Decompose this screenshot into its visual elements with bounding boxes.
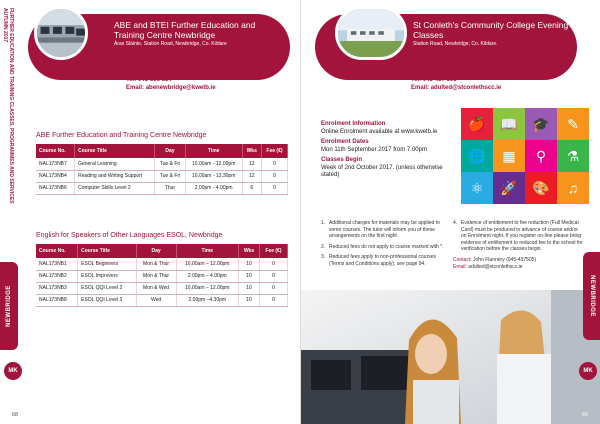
table-cell: ESOL QQI Level 2 xyxy=(78,282,136,294)
email-value[interactable]: adulted@stconlethscc.ie xyxy=(468,263,523,270)
enrol-dates-label: Enrolment Dates xyxy=(321,139,369,145)
table-cell: Mon & Wed xyxy=(136,282,176,294)
table-row xyxy=(36,270,288,282)
table-cell: Mon & Thur xyxy=(136,270,176,282)
table-cell: 10.00am – 12.00pm xyxy=(176,282,238,294)
coordinator-label: Co-ordinator: xyxy=(126,69,165,75)
column-header: Wks xyxy=(238,244,259,258)
contact-label: Contact: xyxy=(453,256,472,263)
note-number: 4. xyxy=(453,220,458,226)
table-cell: 10 xyxy=(238,282,259,294)
table-row xyxy=(36,294,288,306)
table-cell: NAL173NB3 xyxy=(36,282,78,294)
table-header-row xyxy=(36,144,288,158)
table-cell: Mon & Thur xyxy=(136,258,176,270)
esol-course-table xyxy=(36,244,288,307)
director-name: John Flannery xyxy=(437,69,479,75)
table-row xyxy=(36,258,288,270)
email-label: Email: xyxy=(126,85,145,91)
table-cell: 0 xyxy=(259,270,287,282)
table-cell: 10.00am - 12.00pm xyxy=(185,158,242,170)
column-header: Fee (€) xyxy=(261,144,287,158)
column-header: Course Title xyxy=(78,244,136,258)
column-header: Time xyxy=(176,244,238,258)
table-cell: 10 xyxy=(238,270,259,282)
table-cell: NAL173NB1 xyxy=(36,258,78,270)
table-cell: 6 xyxy=(242,182,261,194)
flask-icon: ⚗ xyxy=(557,140,589,172)
side-tab-newbridge xyxy=(0,262,18,350)
classes-begin-text: Week of 2nd October 2017. (unless otherwise stated) xyxy=(321,164,443,178)
side-vertical-text xyxy=(2,8,16,208)
school-building-photo xyxy=(338,9,404,57)
table-cell: 10.00am – 12.00pm xyxy=(176,258,238,270)
centre-address: Áras Sláinte, Station Road, Newbridge, Co. Kildare xyxy=(114,41,227,47)
globe-icon: 🌐 xyxy=(461,140,493,172)
side-tab-label: NEWBRIDGE xyxy=(589,275,595,317)
enrolment-info xyxy=(321,118,457,180)
table-header-row xyxy=(36,244,288,258)
tel-label: Tel: xyxy=(126,77,137,83)
table1-title: ABE Further Education and Training Centre Newbridge xyxy=(36,132,207,139)
table-cell: ESOL Improvers xyxy=(78,270,136,282)
notes-column-2 xyxy=(453,220,583,271)
book-icon: 📖 xyxy=(493,108,525,140)
table-cell: 0 xyxy=(259,258,287,270)
note-number: 2. xyxy=(321,243,326,250)
enrol-dates-text: Mon 11th September 2017 from 7.00pm xyxy=(321,146,427,153)
director-label: Director: xyxy=(411,69,437,75)
tel-label: Tel: xyxy=(411,77,422,83)
table-cell: 2.00pm – 4.00pm xyxy=(176,270,238,282)
mk-badge: MK xyxy=(4,362,22,380)
note-text: Evidence of entitlement to fee reduction (Full Medical Card) must be produced in advance of course and/or on Enrolment night. If you register on-line please bring evidence of entitlement to reduced fee to the school for verification before the classes begin. xyxy=(461,220,583,252)
email-label: Email: xyxy=(453,263,467,270)
pencil-icon: ✎ xyxy=(557,108,589,140)
page-number-left: 68 xyxy=(12,412,19,418)
table-cell: 0 xyxy=(261,170,287,182)
table-row xyxy=(36,158,288,170)
note-text: Additional charges for materials may be applied to some courses. The tutor will inform you of these arrangements on the first night. xyxy=(329,220,440,239)
magnifier-icon: ⚲ xyxy=(525,140,557,172)
page-number-right: 69 xyxy=(581,412,588,418)
calculator-icon: ▦ xyxy=(493,140,525,172)
music-icon: ♫ xyxy=(557,172,589,204)
college-title: St Conleth's Community College Evening Classes xyxy=(413,20,569,40)
enrol-info-text: Online Enrolment available at www.kwetb.ie xyxy=(321,128,438,135)
classes-begin-label: Classes Begin xyxy=(321,157,363,163)
table-cell: Tue & Fri xyxy=(155,158,186,170)
rocket-icon: 🚀 xyxy=(493,172,525,204)
note-text: Reduced fees do not apply to course marked with *. xyxy=(329,243,444,250)
table-cell: 12 xyxy=(242,158,261,170)
students-photo-illustration xyxy=(301,290,600,424)
side-tab-newbridge xyxy=(583,252,600,340)
computer-room-photo xyxy=(37,9,85,57)
atom-icon: ⚛ xyxy=(461,172,493,204)
column-header: Time xyxy=(185,144,242,158)
college-photo xyxy=(335,6,407,60)
column-header: Wks xyxy=(242,144,261,158)
table-cell: NAL173NB7 xyxy=(36,158,75,170)
table-cell: NAL173NB4 xyxy=(36,170,75,182)
table-cell: 2.00pm - 4.00pm xyxy=(185,182,242,194)
apple-icon: 🍎 xyxy=(461,108,493,140)
note-item xyxy=(453,220,583,253)
director-email[interactable]: adulted@stconlethscc.ie xyxy=(430,85,502,91)
table-cell: Reading and Writing Support xyxy=(75,170,155,182)
enrol-info-label: Enrolment Information xyxy=(321,121,386,127)
table-cell: 10 xyxy=(238,294,259,306)
side-text-autumn: AUTUMN 2017 xyxy=(2,8,8,43)
table-cell: Tue & Fri xyxy=(155,170,186,182)
table-cell: NAL173NB8 xyxy=(36,294,78,306)
palette-icon: 🎨 xyxy=(525,172,557,204)
header-pin xyxy=(363,60,377,69)
abe-course-table xyxy=(36,144,288,195)
coordinator-block xyxy=(126,68,286,92)
notes-list-2 xyxy=(453,220,583,253)
table-cell: Computer Skills Level 2 xyxy=(75,182,155,194)
table-row xyxy=(36,182,288,194)
college-address: Station Road, Newbridge, Co. Kildare. xyxy=(413,41,498,47)
email-line xyxy=(453,264,583,271)
contact-line xyxy=(453,257,583,264)
table-row xyxy=(36,282,288,294)
right-page xyxy=(300,0,600,424)
director-block xyxy=(411,68,581,92)
column-header: Fee (€) xyxy=(259,244,287,258)
table-cell: 10 xyxy=(238,258,259,270)
centre-title: ABE and BTEI Further Education and Training Centre Newbridge xyxy=(114,20,256,40)
column-header: Day xyxy=(155,144,186,158)
subject-icon-grid xyxy=(461,108,589,204)
column-header: Course Title xyxy=(75,144,155,158)
coordinator-name: Mary Faughnan xyxy=(166,69,211,75)
students-computer-photo xyxy=(301,290,600,424)
email-label: Email: xyxy=(411,85,430,91)
table2-title: English for Speakers of Other Languages ESOL, Newbridge xyxy=(36,232,223,239)
coordinator-email[interactable]: abenewbridge@kwetb.ie xyxy=(145,85,216,91)
contact-value: John Flannery (045-437505) xyxy=(473,256,537,263)
column-header: Course No. xyxy=(36,144,75,158)
note-number: 3. xyxy=(321,254,326,260)
table-cell: ESOL QQI Level 3 xyxy=(78,294,136,306)
note-item xyxy=(321,220,451,240)
note-item xyxy=(321,254,451,267)
table-cell: Thur xyxy=(155,182,186,194)
table-cell: 0 xyxy=(259,282,287,294)
graduation-cap-icon: 🎓 xyxy=(525,108,557,140)
table-cell: NAL173NB6 xyxy=(36,182,75,194)
header-pin xyxy=(54,60,68,69)
table-cell: 12 xyxy=(242,170,261,182)
note-number: 1. xyxy=(321,220,326,226)
column-header: Day xyxy=(136,244,176,258)
side-text-programmes: FURTHER EDUCATION AND TRAINING CLASSES, PROGRAMMES AND SERVICES xyxy=(8,8,14,204)
note-text: Reduced fees apply to non-professional courses (Terms and Conditions apply), see page 94. xyxy=(329,254,437,267)
table-cell: ESOL Beginners xyxy=(78,258,136,270)
table-cell: Wed xyxy=(136,294,176,306)
table-cell: 2.00pm –4.30pm xyxy=(176,294,238,306)
director-tel: 045-437 505 xyxy=(422,77,457,83)
table-cell: 0 xyxy=(259,294,287,306)
table-cell: General Learning xyxy=(75,158,155,170)
coordinator-tel: 045-866 314 xyxy=(137,77,172,83)
table-cell: 0 xyxy=(261,158,287,170)
side-tab-label: NEWBRIDGE xyxy=(6,285,12,327)
centre-photo xyxy=(34,6,88,60)
table-cell: 10.00am - 12.30pm xyxy=(185,170,242,182)
column-header: Course No. xyxy=(36,244,78,258)
mk-badge: MK xyxy=(579,362,597,380)
table-row xyxy=(36,170,288,182)
note-item xyxy=(321,244,451,251)
table-cell: 0 xyxy=(261,182,287,194)
notes-column-1 xyxy=(321,220,451,271)
table-cell: NAL173NB2 xyxy=(36,270,78,282)
